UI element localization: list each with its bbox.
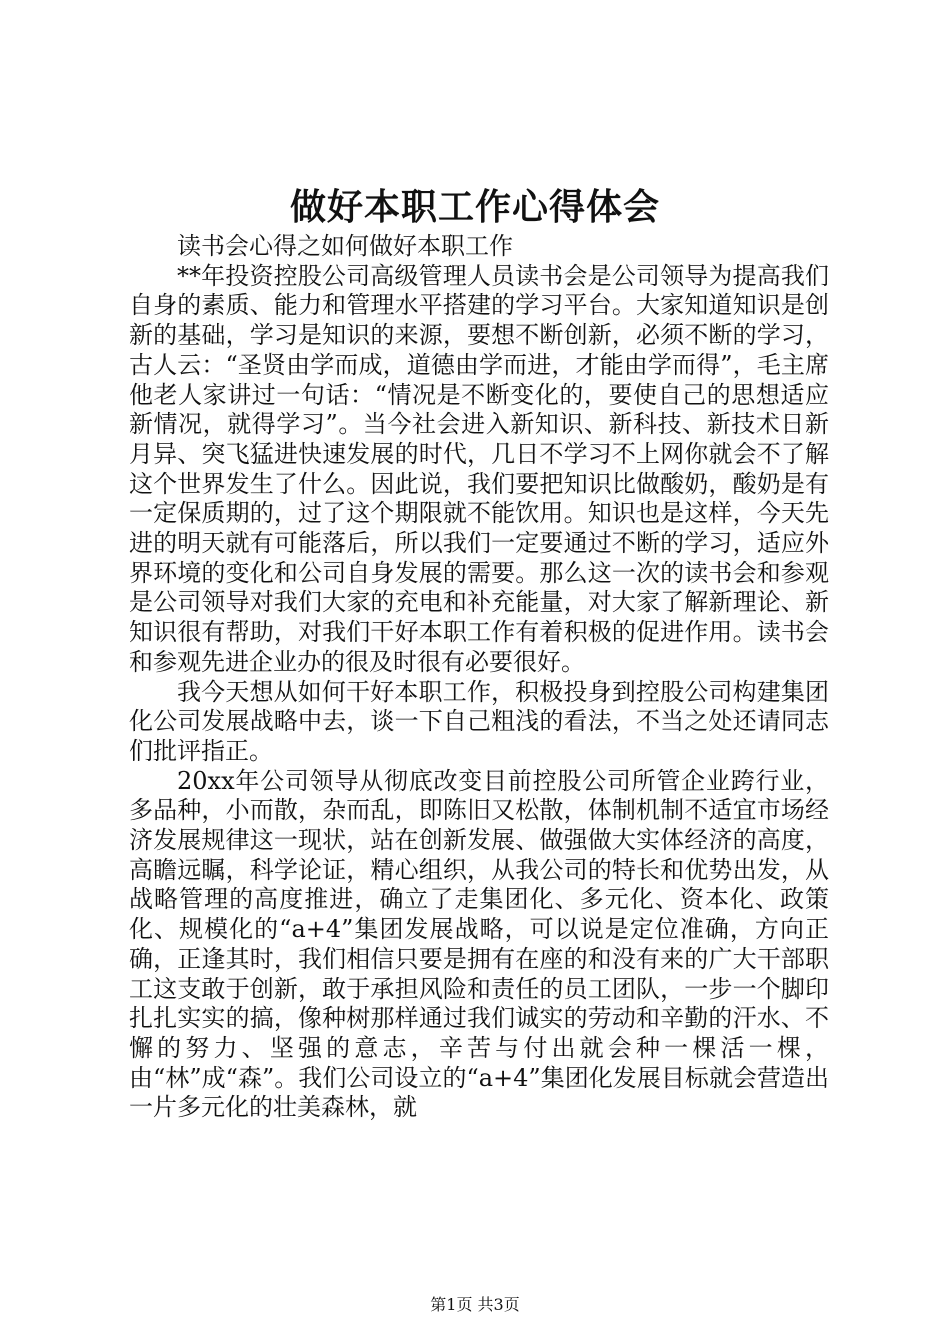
document-body	[129, 232, 829, 1123]
document-subtitle: 读书会心得之如何做好本职工作	[177, 232, 513, 260]
document-title: 做好本职工作心得体会	[289, 187, 660, 228]
paragraph-1: **年投资控股公司高级管理人员读书会是公司领导为提高我们自身的素质、能力和管理水平搭建的学习平台。大家知道知识是创新的基础，学习是知识的来源，要想不断创新，必须不断的学习，古人云：“圣贤由学而成，道德由学而进，才能由学而得”，毛主席他老人家讲过一句话：“情况是不断变化的，要使自己的思想适应新情况，就得学习”。当今社会进入新知识、新科技、新技术日新月异、突飞猛进快速发展的时代，几日不学习不上网你就会不了解这个世界发生了什么。因此说，我们要把知识比做酸奶，酸奶是有一定保质期的，过了这个期限就不能饮用。知识也是这样，今天先进的明天就有可能落后，所以我们一定要通过不断的学习，适应外界环境的变化和公司自身发展的需要。那么这一次的读书会和参观是公司领导对我们大家的充电和补充能量，对大家了解新理论、新知识很有帮助，对我们干好本职工作有着积极的促进作用。读书会和参观先进企业办的很及时很有必要很好。	[129, 261, 829, 676]
page-footer: 第1页 共3页	[430, 1295, 520, 1314]
paragraph-3: 20xx年公司领导从彻底改变目前控股公司所管企业跨行业，多品种，小而散，杂而乱，即陈旧又松散，体制机制不适宜市场经济发展规律这一现状，站在创新发展、做强做大实体经济的高度，高瞻远瞩，科学论证，精心组织，从我公司的特长和优势出发，从战略管理的高度推进，确立了走集团化、多元化、资本化、政策化、规模化的“a+4”集团发展战略，可以说是定位准确，方向正确，正逢其时，我们相信只要是拥有在座的和没有来的广大干部职工这支敢于创新，敢于承担风险和责任的员工团队，一步一个脚印扎扎实实的搞，像种树那样通过我们诚实的劳动和辛勤的汗水、不懈的努力、坚强的意志，辛苦与付出就会种一棵活一棵，由“林”成“森”。我们公司设立的“a+4”集团化发展目标就会营造出一片多元化的壮美森林，就	[129, 766, 829, 1122]
paragraph-2: 我今天想从如何干好本职工作，积极投身到控股公司构建集团化公司发展战略中去，谈一下自己粗浅的看法，不当之处还请同志们批评指正。	[129, 677, 829, 765]
